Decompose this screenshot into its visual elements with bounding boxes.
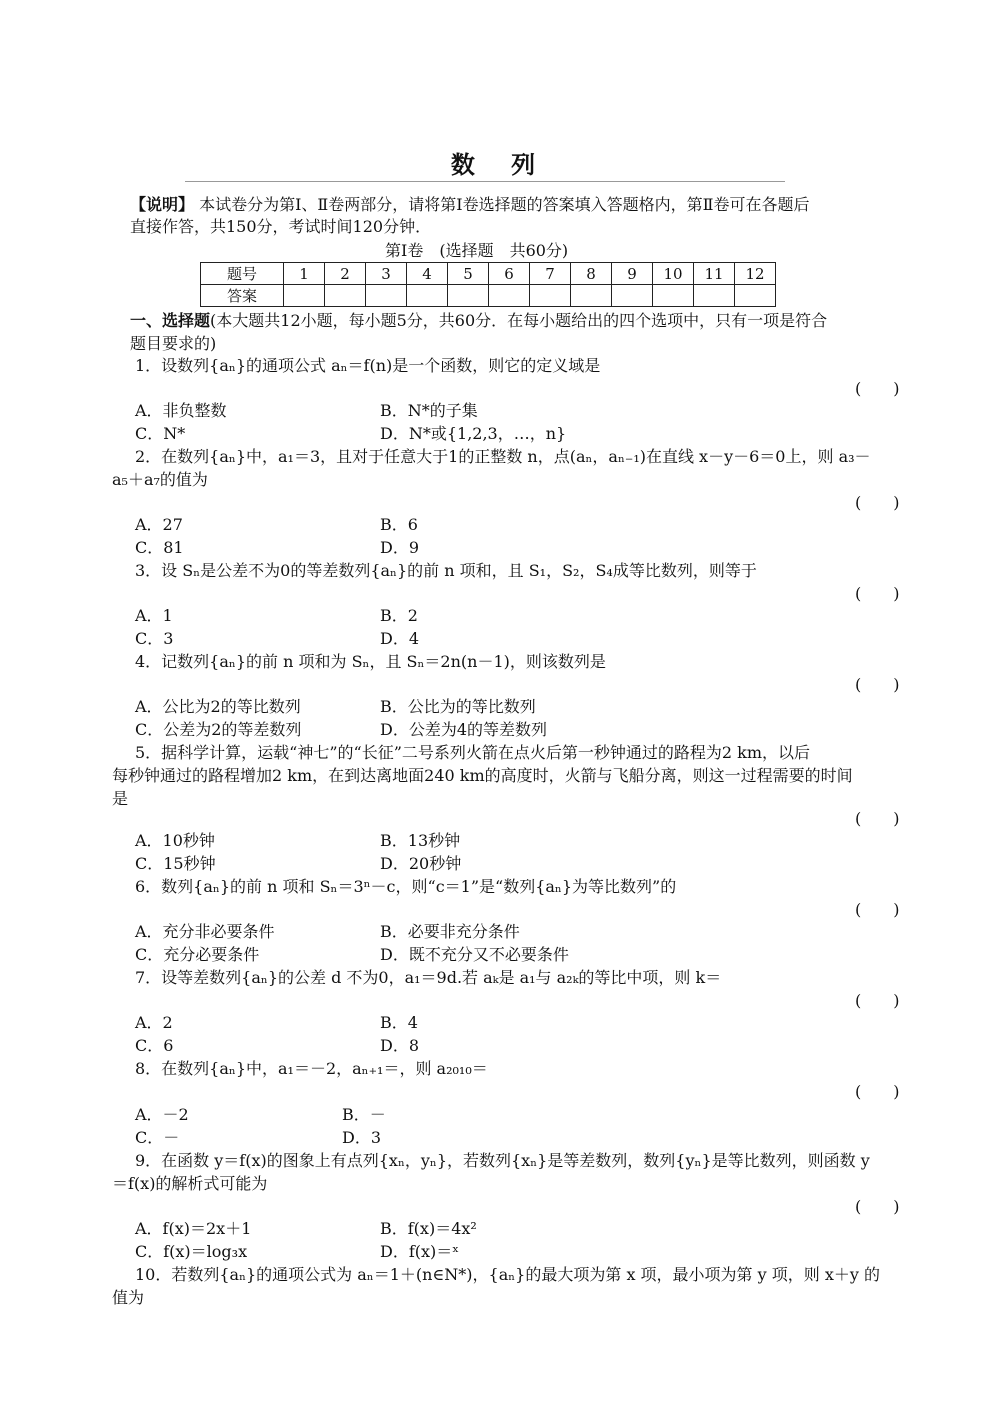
q1-option-d: D．N*或{1,2,3，…，n} — [380, 424, 567, 443]
q4-option-a: A．公比为2的等比数列 — [135, 697, 301, 716]
q2-option-c: C．81 — [135, 538, 184, 557]
q3-option-d: D．4 — [380, 629, 420, 648]
q2-stem-2: a₅＋a₇的值为 — [112, 470, 208, 489]
q8-stem: 8．在数列{aₙ}中，a₁＝－2，aₙ₊₁＝，则 a₂₀₁₀＝ — [135, 1059, 488, 1078]
q5-stem-1: 5．据科学计算，运载“神七”的“长征”二号系列火箭在点火后第一秒钟通过的路程为2 km，以后 — [135, 743, 811, 762]
q3-option-c: C．3 — [135, 629, 174, 648]
answer-table — [200, 262, 776, 307]
q6-option-d: D．既不充分又不必要条件 — [380, 945, 569, 964]
answer-cell[interactable] — [735, 285, 776, 307]
answer-cell[interactable] — [489, 285, 530, 307]
q5-option-c: C．15秒钟 — [135, 854, 216, 873]
q4-answer-paren: ( ) — [855, 675, 900, 694]
q1-stem: 1．设数列{aₙ}的通项公式 aₙ＝f(n)是一个函数，则它的定义域是 — [135, 356, 601, 375]
q5-answer-paren: ( ) — [855, 809, 900, 828]
q4-option-b: B．公比为的等比数列 — [380, 697, 536, 716]
table-row-answers — [201, 285, 776, 307]
note-text-1: 本试卷分为第Ⅰ、Ⅱ卷两部分，请将第Ⅰ卷选择题的答案填入答题格内，第Ⅱ卷可在各题后 — [199, 195, 810, 214]
q7-option-c: C．6 — [135, 1036, 174, 1055]
q3-option-a: A．1 — [135, 606, 173, 625]
answer-cell[interactable] — [407, 285, 448, 307]
answer-cell[interactable] — [571, 285, 612, 307]
q6-option-b: B．必要非充分条件 — [380, 922, 520, 941]
q1-option-a: A．非负整数 — [135, 401, 227, 420]
q2-answer-paren: ( ) — [855, 493, 900, 512]
answer-cell[interactable] — [694, 285, 735, 307]
q7-option-a: A．2 — [135, 1013, 173, 1032]
q10-stem-1: 10．若数列{aₙ}的通项公式为 aₙ＝1＋(n∈N*)，{aₙ}的最大项为第 x 项，最小项为第 y 项，则 x＋y 的 — [135, 1265, 881, 1284]
q9-stem-1: 9．在函数 y＝f(x)的图象上有点列{xₙ，yₙ}，若数列{xₙ}是等差数列，数列{yₙ}是等比数列，则函数 y — [135, 1151, 870, 1170]
question-number-cell: 12 — [735, 263, 776, 285]
question-number-cell: 1 — [284, 263, 325, 285]
question-number-cell: 8 — [571, 263, 612, 285]
section1-line-1 — [130, 310, 827, 332]
table-row-numbers — [201, 263, 776, 285]
q8-option-b: B．－ — [342, 1105, 386, 1124]
answer-cell[interactable] — [448, 285, 489, 307]
question-number-cell: 7 — [530, 263, 571, 285]
question-number-cell: 11 — [694, 263, 735, 285]
q4-option-c: C．公差为2的等差数列 — [135, 720, 302, 739]
question-number-cell: 6 — [489, 263, 530, 285]
q9-option-a: A．f(x)＝2x＋1 — [135, 1219, 252, 1238]
question-number-cell: 5 — [448, 263, 489, 285]
q2-option-a: A．27 — [135, 515, 183, 534]
answer-cell[interactable] — [653, 285, 694, 307]
answer-cell[interactable] — [366, 285, 407, 307]
q2-stem-1: 2．在数列{aₙ}中，a₁＝3，且对于任意大于1的正整数 n，点(aₙ，aₙ₋₁)在直线 x－y－6＝0上，则 a₃－ — [135, 447, 871, 466]
q3-option-b: B．2 — [380, 606, 418, 625]
q9-option-d: D．f(x)＝ˣ — [380, 1242, 460, 1261]
page-title: 数 列 — [450, 151, 550, 179]
title-rule — [185, 181, 785, 182]
q1-option-c: C．N* — [135, 424, 186, 443]
q10-stem-2: 值为 — [112, 1288, 145, 1307]
note-label: 【说明】 — [130, 195, 195, 214]
question-number-cell: 9 — [612, 263, 653, 285]
q6-answer-paren: ( ) — [855, 900, 900, 919]
q6-option-a: A．充分非必要条件 — [135, 922, 275, 941]
q9-answer-paren: ( ) — [855, 1197, 900, 1216]
q9-option-b: B．f(x)＝4x² — [380, 1219, 477, 1238]
section1-desc-2: 题目要求的) — [130, 334, 217, 353]
answer-cell[interactable] — [530, 285, 571, 307]
q6-stem: 6．数列{aₙ}的前 n 项和 Sₙ＝3ⁿ－c，则“c＝1”是“数列{aₙ}为等比数列”的 — [135, 877, 677, 896]
q5-option-b: B．13秒钟 — [380, 831, 461, 850]
part1-header: 第Ⅰ卷 (选择题 共60分) — [385, 241, 569, 260]
q3-answer-paren: ( ) — [855, 584, 900, 603]
q8-option-c: C．－ — [135, 1128, 180, 1147]
answer-cell[interactable] — [325, 285, 366, 307]
answer-cell[interactable] — [284, 285, 325, 307]
q8-option-a: A．－2 — [135, 1105, 189, 1124]
row-label-answer: 答案 — [201, 285, 284, 307]
q2-option-b: B．6 — [380, 515, 418, 534]
q9-stem-2: ＝f(x)的解析式可能为 — [112, 1174, 268, 1193]
instructions-line-1 — [130, 194, 810, 216]
q3-stem: 3．设 Sₙ是公差不为0的等差数列{aₙ}的前 n 项和，且 S₁，S₂，S₄成等比数列，则等于 — [135, 561, 757, 580]
q4-option-d: D．公差为4的等差数列 — [380, 720, 548, 739]
q7-stem: 7．设等差数列{aₙ}的公差 d 不为0，a₁＝9d.若 aₖ是 a₁与 a₂ₖ的等比中项，则 k＝ — [135, 968, 722, 987]
section1-title: 一、选择题 — [130, 311, 211, 330]
q1-answer-paren: ( ) — [855, 379, 900, 398]
answer-cell[interactable] — [612, 285, 653, 307]
question-number-cell: 10 — [653, 263, 694, 285]
q8-option-d: D．3 — [342, 1128, 382, 1147]
q6-option-c: C．充分必要条件 — [135, 945, 260, 964]
section1-desc-1: (本大题共12小题，每小题5分，共60分．在每小题给出的四个选项中，只有一项是符合 — [210, 311, 828, 330]
q7-option-d: D．8 — [380, 1036, 420, 1055]
row-label-number: 题号 — [201, 263, 284, 285]
q5-stem-2: 每秒钟通过的路程增加2 km，在到达离地面240 km的高度时，火箭与飞船分离，则这一过程需要的时间 — [112, 766, 853, 785]
q8-answer-paren: ( ) — [855, 1082, 900, 1101]
q5-option-d: D．20秒钟 — [380, 854, 462, 873]
q7-option-b: B．4 — [380, 1013, 418, 1032]
q7-answer-paren: ( ) — [855, 991, 900, 1010]
question-number-cell: 4 — [407, 263, 448, 285]
note-text-2: 直接作答，共150分，考试时间120分钟． — [130, 217, 432, 236]
question-number-cell: 3 — [366, 263, 407, 285]
q4-stem: 4．记数列{aₙ}的前 n 项和为 Sₙ，且 Sₙ＝2n(n－1)，则该数列是 — [135, 652, 606, 671]
q2-option-d: D．9 — [380, 538, 420, 557]
q9-option-c: C．f(x)＝log₃x — [135, 1242, 248, 1261]
q5-option-a: A．10秒钟 — [135, 831, 215, 850]
q1-option-b: B．N*的子集 — [380, 401, 478, 420]
q5-stem-3: 是 — [112, 789, 129, 808]
question-number-cell: 2 — [325, 263, 366, 285]
